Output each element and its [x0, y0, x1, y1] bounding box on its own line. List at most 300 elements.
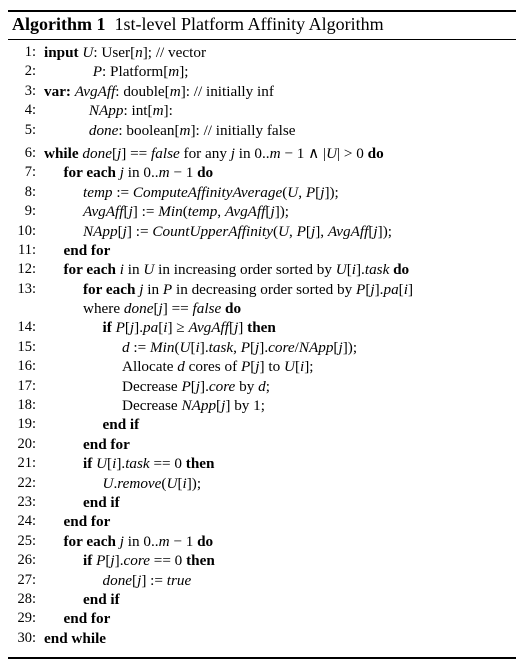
- line-code: [89, 121, 296, 140]
- math-symbol: m: [158, 164, 170, 182]
- algorithm-line: [12, 82, 516, 101]
- math-symbol: j: [129, 319, 135, 337]
- math-symbol: j: [158, 300, 163, 318]
- math-symbol: m: [269, 144, 281, 162]
- code-text: [: [105, 552, 111, 570]
- math-symbol: AvgAff: [74, 82, 116, 100]
- math-symbol: j: [255, 358, 260, 376]
- line-code: [83, 280, 413, 299]
- line-number: 4:: [24, 102, 36, 119]
- line-code: [64, 609, 111, 628]
- math-symbol: P: [181, 377, 191, 395]
- algorithm-line: [12, 62, 516, 81]
- math-symbol: j: [128, 203, 133, 221]
- math-symbol: P: [92, 63, 103, 81]
- line-number: 14:: [17, 319, 36, 336]
- code-text: : double[: [115, 82, 170, 100]
- keyword: while: [44, 144, 83, 162]
- math-symbol: j: [338, 338, 343, 356]
- keyword: then: [185, 455, 215, 473]
- math-symbol: P: [240, 358, 251, 376]
- keyword: do: [225, 300, 242, 318]
- code-text: [: [158, 319, 164, 337]
- code-text: ].: [259, 338, 269, 356]
- line-number: 24:: [17, 513, 36, 530]
- line-number: 5:: [24, 121, 36, 138]
- algorithm-line: [12, 532, 516, 551]
- math-symbol: AvgAff: [224, 203, 266, 221]
- math-symbol: NApp: [298, 338, 334, 356]
- code-text: in decreasing order sorted by: [172, 280, 357, 298]
- math-symbol: task: [364, 261, 390, 279]
- code-text: == 0: [149, 455, 186, 473]
- code-text: :=: [112, 183, 133, 201]
- code-text: : int[: [123, 102, 153, 120]
- line-number: 29:: [17, 610, 36, 627]
- line-number: 20:: [17, 435, 36, 452]
- line-number: 11:: [18, 241, 36, 258]
- algorithm-line: [12, 551, 516, 570]
- algorithm-line: [12, 435, 516, 454]
- math-symbol: done: [123, 300, 154, 318]
- math-symbol: done: [88, 121, 119, 139]
- math-symbol: j: [310, 222, 316, 240]
- math-symbol: Min: [149, 338, 175, 356]
- line-code: [83, 202, 289, 221]
- math-symbol: P: [96, 552, 106, 570]
- line-number: 2:: [24, 63, 36, 80]
- code-text: in 0..: [123, 532, 159, 550]
- math-symbol: U: [179, 338, 191, 356]
- line-number: 16:: [17, 358, 36, 375]
- algorithm-line: [12, 222, 516, 241]
- line-code: [83, 222, 392, 241]
- code-text: Decrease: [122, 397, 182, 415]
- math-symbol: U: [82, 44, 94, 61]
- code-text: ]: [407, 280, 414, 298]
- math-symbol: NApp: [88, 102, 124, 120]
- line-number: 23:: [17, 493, 36, 510]
- code-text: ]);: [186, 474, 202, 492]
- line-number: 6:: [24, 144, 36, 161]
- code-text: cores of: [184, 358, 241, 376]
- math-symbol: U: [278, 222, 290, 240]
- line-number: 19:: [17, 416, 36, 433]
- code-text: : Platform[: [102, 63, 169, 81]
- line-number: 22:: [17, 474, 36, 491]
- line-number: 1:: [24, 44, 36, 60]
- keyword: if: [83, 552, 97, 570]
- line-number: 28:: [17, 590, 36, 607]
- algorithm-line: [12, 280, 516, 299]
- math-symbol: d: [177, 358, 185, 376]
- code-text: :=: [129, 338, 150, 356]
- code-text: ].: [374, 280, 384, 298]
- math-symbol: pa: [383, 280, 399, 298]
- math-symbol: j: [221, 397, 226, 415]
- code-text: ],: [315, 222, 328, 240]
- math-symbol: P: [305, 183, 316, 201]
- code-text: (: [282, 183, 288, 201]
- math-symbol: m: [169, 82, 181, 100]
- math-symbol: done: [82, 144, 112, 162]
- math-symbol: true: [166, 571, 192, 589]
- code-text: ]);: [377, 222, 392, 240]
- math-symbol: false: [151, 144, 180, 162]
- line-number: 8:: [24, 183, 36, 200]
- code-text: /: [294, 338, 299, 356]
- algorithm-line: [12, 454, 516, 473]
- line-code: [93, 62, 189, 81]
- keyword: input: [44, 44, 83, 61]
- math-symbol: remove: [117, 474, 162, 492]
- code-text: [: [132, 571, 138, 589]
- line-number: 17:: [17, 377, 36, 394]
- math-symbol: core: [208, 377, 236, 395]
- line-number: 7:: [24, 164, 36, 181]
- math-symbol: U: [287, 183, 299, 201]
- algorithm-line: [12, 629, 516, 648]
- code-text: ].: [114, 552, 124, 570]
- code-text: ] by 1;: [225, 397, 265, 415]
- line-code: [89, 101, 173, 120]
- code-text: ]: // initially inf: [180, 82, 274, 100]
- line-number: 12:: [17, 261, 36, 278]
- algorithm-caption: [12, 14, 384, 35]
- line-number: 10:: [17, 222, 36, 239]
- code-text: (: [273, 222, 279, 240]
- keyword: end if: [102, 416, 140, 434]
- math-symbol: m: [158, 532, 170, 550]
- math-symbol: j: [270, 203, 275, 221]
- math-symbol: i: [403, 280, 408, 298]
- math-symbol: U: [96, 455, 108, 473]
- code-text: [: [190, 377, 196, 395]
- keyword: then: [247, 319, 276, 337]
- algorithm-line: [12, 144, 516, 163]
- code-text: [: [229, 319, 235, 337]
- math-symbol: core: [123, 552, 150, 570]
- keyword: for each: [63, 261, 120, 279]
- code-text: [: [398, 280, 404, 298]
- line-code: [83, 590, 120, 609]
- bottom-rule: [8, 657, 516, 659]
- code-text: ].: [116, 455, 126, 473]
- code-text: [: [368, 222, 374, 240]
- code-text: ] :=: [126, 222, 153, 240]
- line-code: [122, 338, 357, 357]
- keyword: end while: [44, 629, 107, 647]
- math-symbol: NApp: [83, 222, 118, 240]
- math-symbol: P: [356, 280, 366, 298]
- code-text: ];: [304, 358, 314, 376]
- math-symbol: i: [163, 319, 168, 337]
- math-symbol: m: [179, 121, 191, 139]
- math-symbol: U: [143, 261, 155, 279]
- math-symbol: d: [258, 377, 266, 395]
- algorithm-line: [12, 318, 516, 337]
- line-code: [83, 454, 215, 473]
- math-symbol: j: [137, 571, 142, 589]
- code-text: in 0..: [234, 144, 270, 162]
- code-text: ]);: [324, 183, 339, 201]
- line-number: 15:: [17, 338, 36, 355]
- line-code: [64, 260, 410, 279]
- line-number: 25:: [17, 532, 36, 549]
- algorithm-line: [12, 183, 516, 202]
- code-text: ,: [289, 222, 297, 240]
- math-symbol: U: [335, 261, 347, 279]
- math-symbol: ComputeAffinityAverage: [132, 183, 283, 201]
- math-symbol: temp: [187, 203, 218, 221]
- algorithm-line: [12, 609, 516, 628]
- code-text: for any: [179, 144, 231, 162]
- algorithm-line: [12, 571, 516, 590]
- caption-rule: [8, 39, 516, 40]
- line-code: [83, 493, 120, 512]
- code-text: ]; // vector: [142, 44, 207, 61]
- math-symbol: j: [230, 144, 235, 162]
- code-text: [: [315, 183, 321, 201]
- math-symbol: pa: [143, 319, 159, 337]
- algorithm-line: [12, 101, 516, 120]
- algorithm-line: [12, 121, 516, 140]
- line-code: [44, 144, 384, 163]
- code-text: [: [111, 144, 117, 162]
- line-code: [103, 474, 202, 493]
- math-symbol: U: [326, 144, 338, 162]
- math-symbol: i: [112, 455, 117, 473]
- algorithm-line: [12, 43, 516, 62]
- line-code: [64, 532, 214, 551]
- line-code: [122, 357, 314, 376]
- line-code: [83, 551, 215, 570]
- code-text: ].: [200, 377, 209, 395]
- keyword: for each: [83, 280, 140, 298]
- math-symbol: j: [119, 532, 124, 550]
- algorithm-line: [12, 338, 516, 357]
- algorithm-line: [12, 493, 516, 512]
- math-symbol: P: [115, 319, 125, 337]
- code-text: − 1: [169, 164, 198, 182]
- line-code: [64, 512, 111, 531]
- code-text: ] :=: [141, 571, 167, 589]
- line-number: 30:: [17, 629, 36, 646]
- code-text: ,: [298, 183, 306, 201]
- algorithm-line: [12, 415, 516, 434]
- code-text: [: [190, 338, 196, 356]
- algorithm-line: [12, 474, 516, 493]
- math-symbol: j: [110, 552, 115, 570]
- code-text: ] ≥: [167, 319, 189, 337]
- code-text: Allocate: [122, 358, 178, 376]
- keyword: var:: [44, 82, 75, 100]
- math-symbol: task: [208, 338, 234, 356]
- line-code: [64, 241, 111, 260]
- code-text: [: [117, 222, 123, 240]
- code-text: − 1: [169, 532, 198, 550]
- code-text: − 1 ∧ |: [280, 144, 327, 162]
- algorithm-line: [12, 299, 516, 318]
- keyword: for each: [63, 532, 120, 550]
- math-symbol: i: [300, 358, 305, 376]
- line-code: [103, 318, 276, 337]
- code-text: Decrease: [122, 377, 182, 395]
- line-number: 21:: [17, 455, 36, 472]
- math-symbol: P: [296, 222, 306, 240]
- code-text: ]);: [342, 338, 358, 356]
- code-text: ]);: [274, 203, 290, 221]
- code-text: .: [113, 474, 118, 492]
- line-code: [64, 163, 214, 182]
- math-symbol: j: [195, 377, 201, 395]
- code-text: ] ==: [162, 300, 193, 318]
- keyword: do: [367, 144, 384, 162]
- math-symbol: j: [370, 280, 375, 298]
- top-rule: [8, 10, 516, 12]
- line-number: 9:: [24, 203, 36, 220]
- code-text: ] to: [259, 358, 284, 376]
- keyword: then: [186, 552, 215, 570]
- line-code: [103, 415, 140, 434]
- algorithm-body: [12, 43, 516, 648]
- code-text: == 0: [149, 552, 187, 570]
- keyword: for each: [63, 164, 120, 182]
- algorithm-line: [12, 590, 516, 609]
- math-symbol: m: [152, 102, 164, 120]
- math-symbol: core: [268, 338, 295, 356]
- algorithm-line: [12, 163, 516, 182]
- code-text: where: [83, 300, 124, 318]
- code-text: [: [107, 455, 113, 473]
- line-code: [83, 299, 241, 318]
- code-text: [: [333, 338, 339, 356]
- line-code: [44, 629, 106, 648]
- line-number: 13:: [17, 280, 36, 297]
- algorithm-line: [12, 357, 516, 376]
- code-text: in increasing order sorted by: [154, 261, 336, 279]
- math-symbol: done: [102, 571, 133, 589]
- math-symbol: i: [351, 261, 356, 279]
- code-text: ]:: [163, 102, 173, 120]
- math-symbol: j: [122, 222, 127, 240]
- keyword: if: [102, 319, 116, 337]
- math-symbol: i: [119, 261, 124, 279]
- keyword: if: [83, 455, 97, 473]
- code-text: [: [123, 203, 129, 221]
- code-text: [: [294, 358, 301, 376]
- math-symbol: AvgAff: [327, 222, 369, 240]
- line-code: [44, 43, 206, 62]
- code-text: in 0..: [123, 164, 159, 182]
- algorithm-line: [12, 377, 516, 396]
- code-text: [: [216, 397, 222, 415]
- code-text: by: [235, 377, 259, 395]
- keyword: end for: [63, 241, 111, 259]
- math-symbol: j: [255, 338, 260, 356]
- math-symbol: Min: [158, 203, 183, 221]
- line-code: [83, 183, 339, 202]
- code-text: ] ==: [121, 144, 152, 162]
- math-symbol: j: [373, 222, 378, 240]
- code-text: [: [177, 474, 183, 492]
- keyword: do: [197, 164, 214, 182]
- math-symbol: U: [102, 474, 114, 492]
- math-symbol: U: [166, 474, 178, 492]
- code-text: [: [346, 261, 352, 279]
- math-symbol: j: [234, 319, 239, 337]
- code-text: in: [123, 261, 144, 279]
- code-text: (: [174, 338, 180, 356]
- math-symbol: P: [162, 280, 173, 298]
- code-text: [: [153, 300, 159, 318]
- math-symbol: CountUpperAffinity: [152, 222, 273, 240]
- math-symbol: AvgAff: [188, 319, 229, 337]
- keyword: end for: [63, 610, 111, 628]
- code-text: [: [305, 222, 311, 240]
- code-text: ]: [238, 319, 248, 337]
- code-text: ]: // initially false: [190, 121, 296, 139]
- keyword: do: [197, 532, 214, 550]
- code-text: [: [250, 358, 256, 376]
- line-number: 3:: [24, 82, 36, 99]
- code-text: : boolean[: [118, 121, 180, 139]
- code-text: ].: [355, 261, 365, 279]
- line-code: [122, 396, 265, 415]
- algorithm-title: 1st-level Platform Affinity Algorithm: [114, 14, 384, 34]
- math-symbol: U: [283, 358, 295, 376]
- code-text: (: [161, 474, 167, 492]
- line-number: 26:: [17, 552, 36, 569]
- math-symbol: n: [135, 44, 143, 61]
- math-symbol: NApp: [181, 397, 217, 415]
- math-symbol: false: [192, 300, 222, 318]
- code-text: ,: [233, 338, 241, 356]
- code-text: | > 0: [337, 144, 368, 162]
- line-code: [103, 571, 192, 590]
- code-text: [: [265, 203, 271, 221]
- math-symbol: temp: [83, 183, 113, 201]
- line-code: [122, 377, 270, 396]
- code-text: : User[: [93, 44, 136, 61]
- code-text: [: [249, 338, 256, 356]
- math-symbol: j: [139, 280, 144, 298]
- code-text: [: [124, 319, 130, 337]
- code-text: [: [365, 280, 371, 298]
- algorithm-label: Algorithm 1: [12, 14, 106, 34]
- code-text: (: [182, 203, 188, 221]
- math-symbol: m: [168, 63, 180, 81]
- code-text: ,: [217, 203, 225, 221]
- math-symbol: AvgAff: [83, 203, 124, 221]
- keyword: end for: [83, 435, 130, 453]
- code-text: ] :=: [132, 203, 159, 221]
- algorithm-line: [12, 512, 516, 531]
- algorithm-line: [12, 396, 516, 415]
- keyword: do: [393, 261, 410, 279]
- code-text: ].: [199, 338, 209, 356]
- keyword: end if: [83, 590, 120, 608]
- math-symbol: i: [195, 338, 200, 356]
- line-code: [83, 435, 130, 454]
- math-symbol: P: [240, 338, 250, 356]
- code-text: in: [143, 280, 163, 298]
- keyword: end if: [83, 493, 120, 511]
- math-symbol: j: [320, 183, 325, 201]
- line-number: 27:: [17, 571, 36, 588]
- math-symbol: j: [117, 144, 122, 162]
- math-symbol: task: [125, 455, 150, 473]
